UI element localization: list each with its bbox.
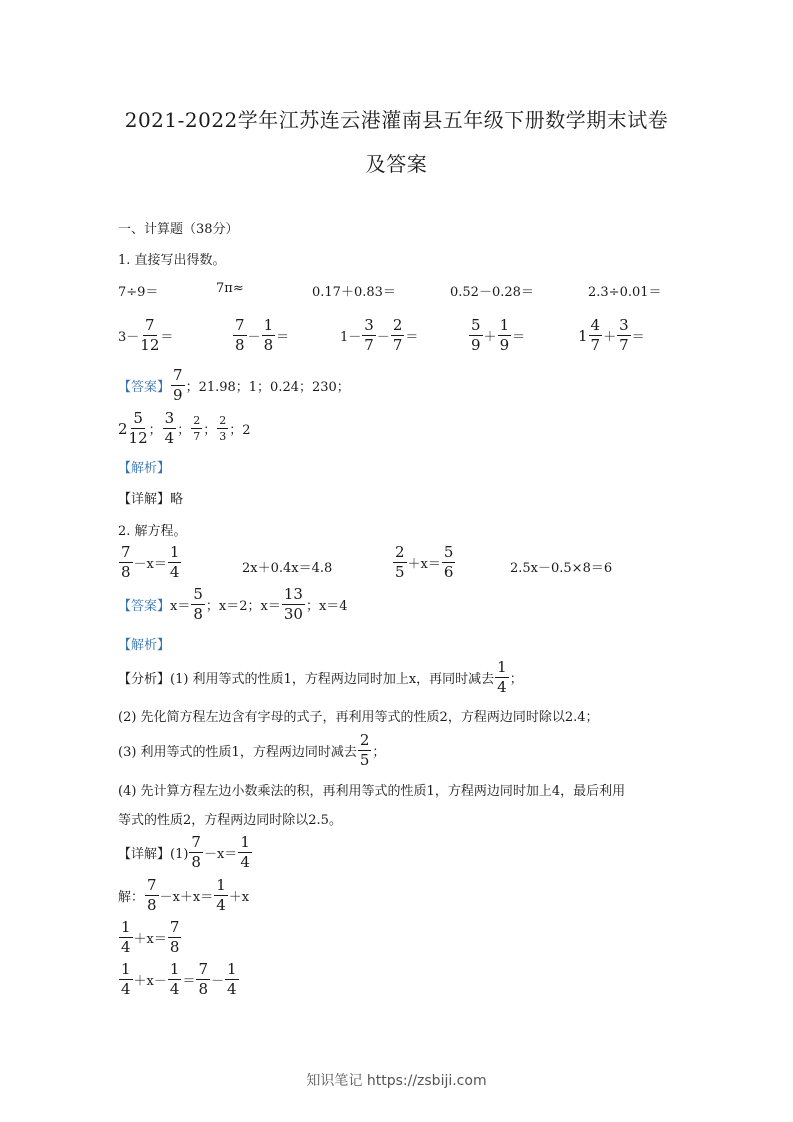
q2-equation-4: 2.5x－0.5×8＝6 xyxy=(510,561,613,576)
q2-equation-1: $\frac{7}{8}$ －x＝ $\frac{1}{4}$ xyxy=(121,543,180,581)
q1-expr-2: 7π≈ xyxy=(216,281,244,296)
q1-answer-line-2: 2 $\frac{5}{12}$ ； $\frac{3}{4}$ ； $\frac{2}{7}$ ； $\frac{2}{3}$ ；2 xyxy=(118,409,251,447)
answer-tag: 【答案】 xyxy=(118,380,171,395)
question-2-label: 2. 解方程。 xyxy=(118,524,187,539)
q1-frac-expr-5: 1 $\frac{4}{7}$ ＋ $\frac{3}{7}$ ＝ xyxy=(578,316,645,354)
q1-answer-line-1: 【答案】 $\frac{7}{9}$ ；21.98；1；0.24；230； xyxy=(118,366,350,404)
q2-detail-1: 【详解】(1) $\frac{7}{8}$ －x＝ $\frac{1}{4}$ xyxy=(118,833,250,871)
q1-analysis-tag: 【解析】 xyxy=(118,461,171,476)
q1-frac-expr-4: $\frac{5}{9}$ ＋ $\frac{1}{9}$ ＝ xyxy=(471,316,526,354)
q2-step-2: $\frac{1}{4}$ ＋x＝ $\frac{7}{8}$ xyxy=(121,918,180,956)
q2-fenxi-3: (3) 利用等式的性质1，方程两边同时减去 $\frac{2}{5}$ ； xyxy=(118,731,386,769)
q2-fenxi-4b: 等式的性质2，方程两边同时除以2.5。 xyxy=(118,813,342,828)
q1-expr-4: 0.52－0.28＝ xyxy=(450,285,534,300)
footer-watermark: 知识笔记 https://zsbiji.com xyxy=(306,1073,487,1089)
q1-frac-expr-2: $\frac{7}{8}$ － $\frac{1}{8}$ ＝ xyxy=(235,316,290,354)
q2-equation-3: $\frac{2}{5}$ ＋x＝ $\frac{5}{6}$ xyxy=(395,543,454,581)
q1-detail: 【详解】略 xyxy=(118,492,184,507)
q1-expr-3: 0.17＋0.83＝ xyxy=(312,285,396,300)
q2-analysis-tag: 【解析】 xyxy=(118,638,171,653)
question-1-label: 1. 直接写出得数。 xyxy=(118,253,226,268)
section-heading: 一、计算题（38分） xyxy=(118,222,239,237)
q2-fenxi-2: (2) 先化简方程左边含有字母的式子，再利用等式的性质2，方程两边同时除以2.4； xyxy=(118,710,599,725)
q1-frac-expr-3: 1－ $\frac{3}{7}$ － $\frac{2}{7}$ ＝ xyxy=(340,316,419,354)
q1-expr-5: 2.3÷0.01＝ xyxy=(588,285,662,300)
q2-equation-2: 2x＋0.4x＝4.8 xyxy=(242,561,333,576)
page-title-line2: 及答案 xyxy=(365,152,428,176)
q2-step-1: 解： $\frac{7}{8}$ －x＋x＝ $\frac{1}{4}$ ＋x xyxy=(118,876,250,914)
q2-step-3: $\frac{1}{4}$ ＋x－ $\frac{1}{4}$ ＝ $\frac{7}{8}$ － $\frac{1}{4}$ xyxy=(121,960,237,998)
q2-fenxi-4a: (4) 先计算方程左边小数乘法的积，再利用等式的性质1，方程两边同时加上4，最后利用 xyxy=(118,784,626,799)
q2-answer: 【答案】 x＝ $\frac{5}{8}$ ；x＝2；x＝ $\frac{13}{30}$ ；x＝4 xyxy=(118,585,348,623)
q2-fenxi-1: 【分析】(1) 利用等式的性质1，方程两边同时加上x，再同时减去 $\frac{1}{4}$ ； xyxy=(118,658,523,696)
q1-frac-expr-1: 3－ $\frac{7}{12}$ ＝ xyxy=(118,316,174,354)
q1-expr-1: 7÷9＝ xyxy=(118,285,159,300)
page-title-line1: 2021-2022学年江苏连云港灌南县五年级下册数学期末试卷 xyxy=(124,108,669,132)
